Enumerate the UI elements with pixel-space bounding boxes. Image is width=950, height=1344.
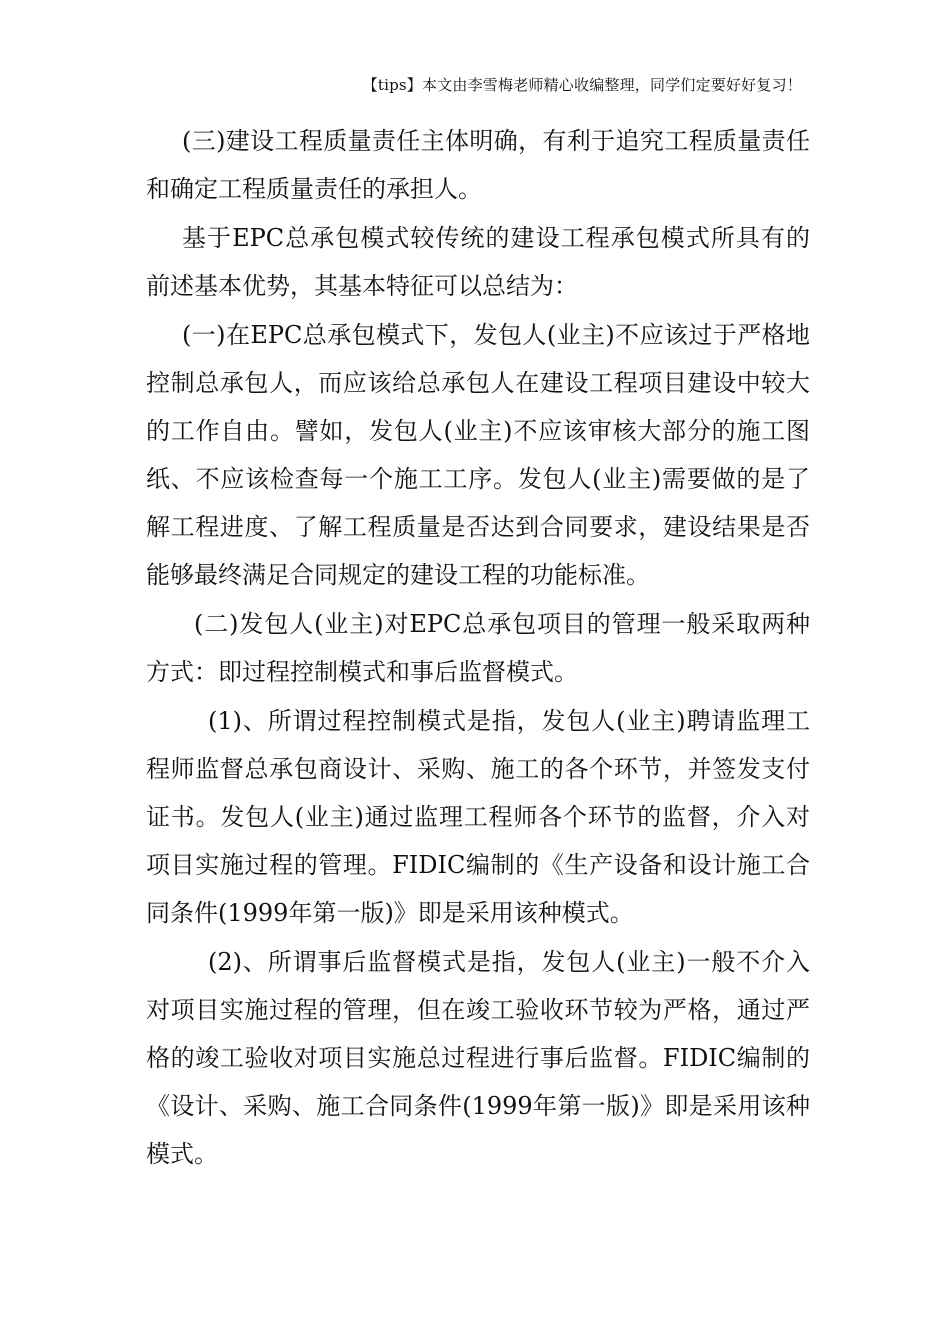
paragraph-management-modes: (二)发包人(业主)对EPC总承包项目的管理一般采取两种方式：即过程控制模式和事后监督模式。: [146, 610, 810, 686]
paragraph-process-control-mode: (1)、所谓过程控制模式是指，发包人(业主)聘请监理工程师监督总承包商设计、采购、施工的各个环节，并签发支付证书。发包人(业主)通过监理工程师各个环节的监督，介入对项目实施过程的管理。FIDIC编制的《生产设备和设计施工合同条件(1999年第一版)》即是采用该种模式。: [146, 707, 810, 927]
paragraph-owner-control: (一)在EPC总承包模式下，发包人(业主)不应该过于严格地控制总承包人，而应该给总承包人在建设工程项目建设中较大的工作自由。譬如，发包人(业主)不应该审核大部分的施工图纸、不应该检查每一个施工工序。发包人(业主)需要做的是了解工程进度、了解工程质量是否达到合同要求，建设结果是否能够最终满足合同规定的建设工程的功能标准。: [146, 321, 810, 589]
document-body: [146, 117, 810, 1179]
header-tips-note: 【tips】本文由李雪梅老师精心收编整理，同学们定要好好复习！: [362, 76, 802, 94]
paragraph-quality-responsibility: (三)建设工程质量责任主体明确，有利于追究工程质量责任和确定工程质量责任的承担人。: [146, 127, 810, 203]
paragraph-epc-characteristics-intro: 基于EPC总承包模式较传统的建设工程承包模式所具有的前述基本优势，其基本特征可以总结为：: [146, 224, 810, 300]
paragraph-post-supervision-mode: (2)、所谓事后监督模式是指，发包人(业主)一般不介入对项目实施过程的管理，但在竣工验收环节较为严格，通过严格的竣工验收对项目实施总过程进行事后监督。FIDIC编制的《设计、采购、施工合同条件(1999年第一版)》即是采用该种模式。: [146, 948, 810, 1168]
